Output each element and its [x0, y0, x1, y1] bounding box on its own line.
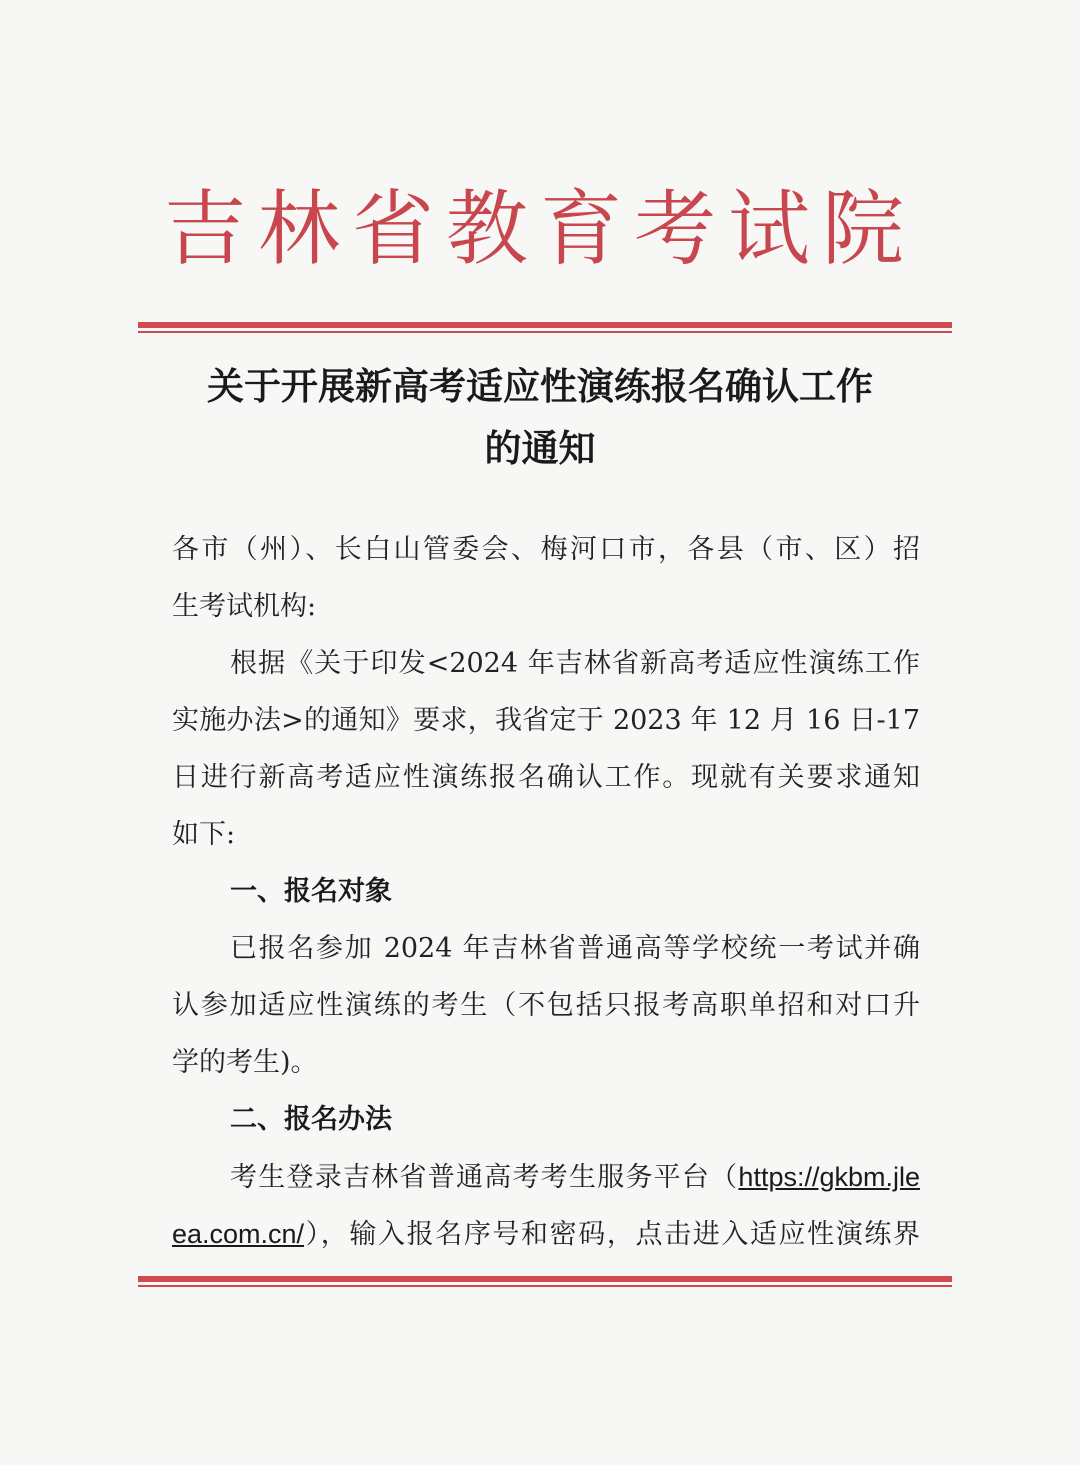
- section2-line2: [172, 1214, 920, 1255]
- addressee-line2: 生考试机构:: [172, 591, 317, 622]
- platform-url-link-part1[interactable]: https://gkbm.jle: [738, 1162, 920, 1192]
- section2-line1: [230, 1157, 920, 1198]
- section1-line2: 认参加适应性演练的考生（不包括只报考高职单招和对口升: [172, 990, 920, 1021]
- para1-line4: 如下:: [172, 819, 236, 850]
- section1-line3: 学的考生)。: [172, 1047, 318, 1078]
- document-title-line2: 的通知: [484, 427, 596, 470]
- platform-url-link-part2[interactable]: ea.com.cn/: [172, 1219, 305, 1249]
- section1-heading: 一、报名对象: [230, 876, 392, 907]
- footer-divider: [138, 1276, 952, 1287]
- section2-line1-text: 考生登录吉林省普通高考考生服务平台（: [230, 1162, 739, 1193]
- section1-line1: 已报名参加 2024 年吉林省普通高等学校统一考试并确: [230, 933, 920, 964]
- header-divider: [138, 322, 952, 333]
- para1-line2: 实施办法>的通知》要求，我省定于 2023 年 12 月 16 日-17: [172, 705, 920, 736]
- para1-line3: 日进行新高考适应性演练报名确认工作。现就有关要求通知: [172, 762, 920, 793]
- addressee-line1: 各市（州）、长白山管委会、梅河口市，各县（市、区）招: [172, 534, 920, 565]
- section2-heading: 二、报名办法: [230, 1104, 392, 1135]
- para1-line1: 根据《关于印发<2024 年吉林省新高考适应性演练工作: [230, 648, 920, 679]
- document-title-line1: 关于开展新高考适应性演练报名确认工作: [207, 365, 873, 408]
- org-header: 吉林省教育考试院: [163, 182, 916, 277]
- section2-line2-text: ），输入报名序号和密码，点击进入适应性演练界: [304, 1219, 920, 1250]
